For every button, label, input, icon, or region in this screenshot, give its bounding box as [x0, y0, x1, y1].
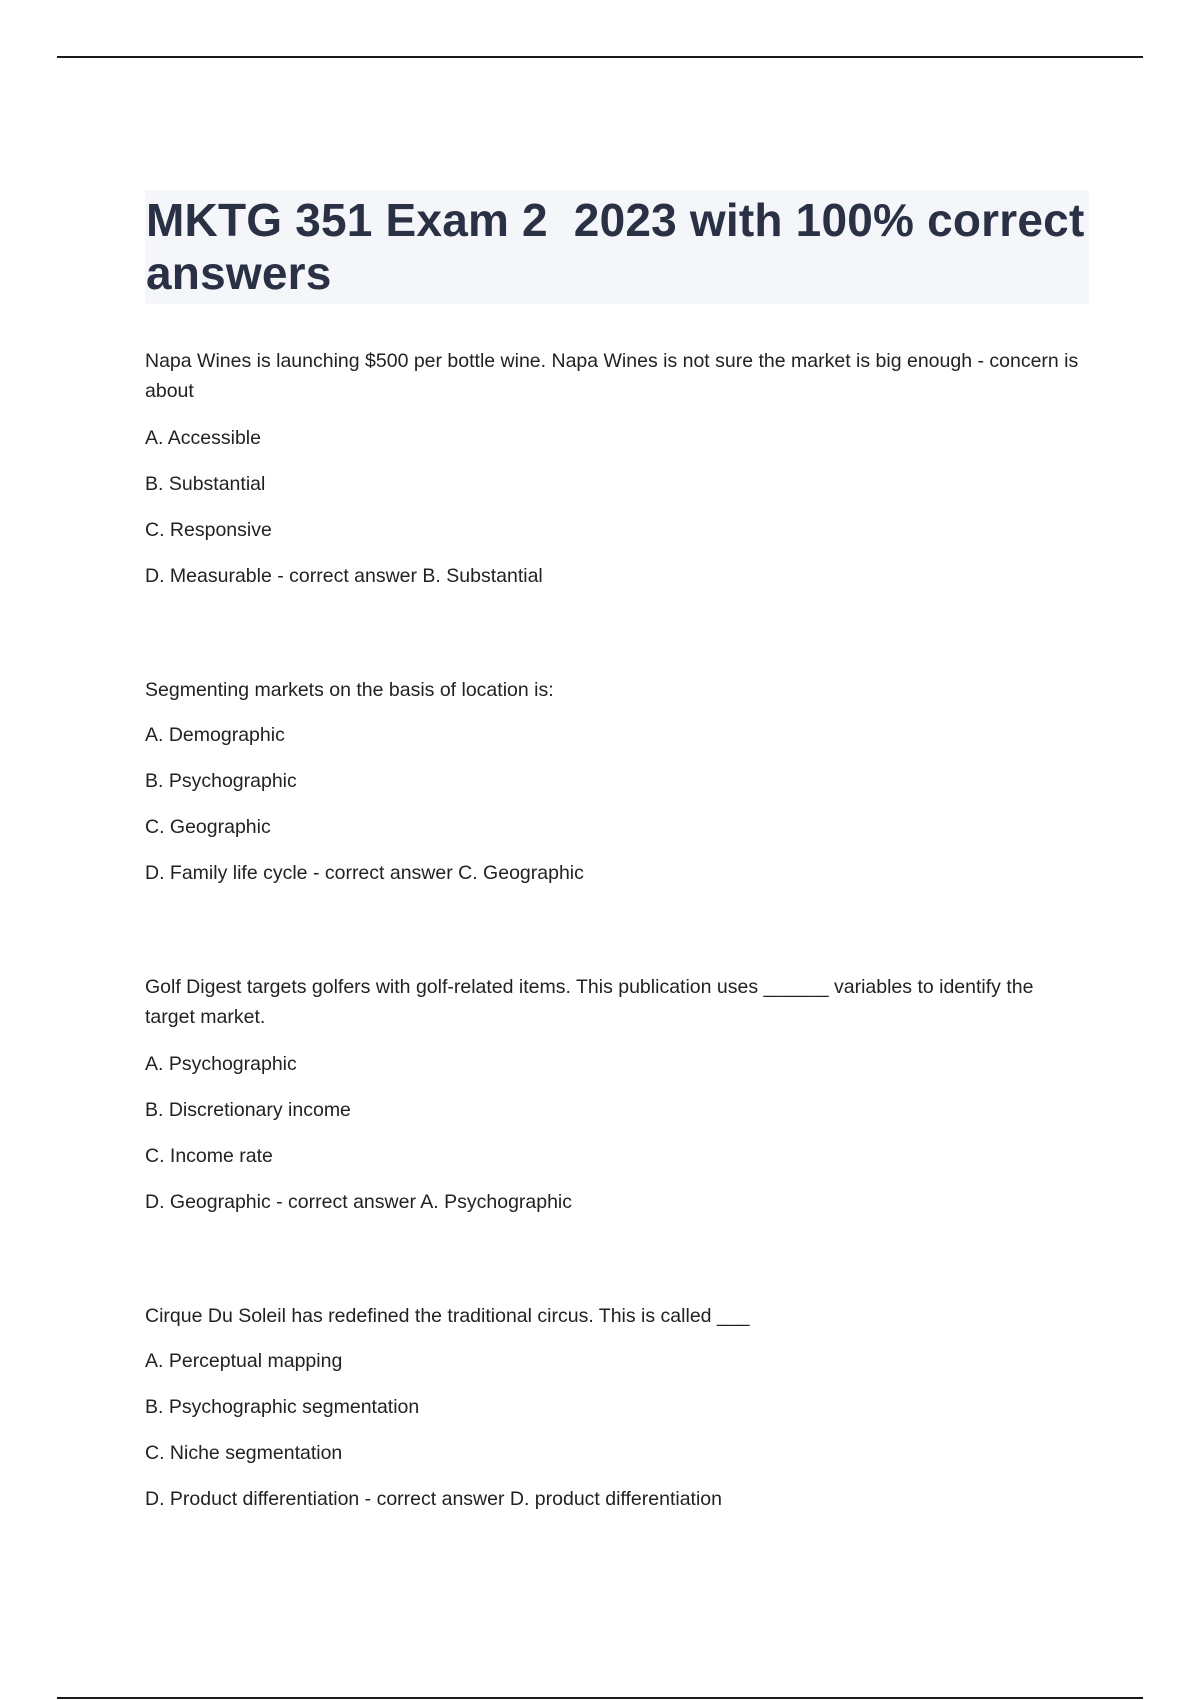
answer-option: C. Geographic	[145, 816, 271, 838]
title-banner	[145, 190, 1098, 304]
answer-option: A. Perceptual mapping	[145, 1350, 343, 1372]
document-title: MKTG 351 Exam 2 2023 with 100% correct answers	[146, 194, 1098, 299]
question-text: Golf Digest targets golfers with golf-related items. This publication uses ______ variables to identify the target market.	[145, 976, 1034, 1028]
question-list	[145, 346, 1085, 1598]
question-block	[145, 346, 1085, 591]
answer-option: B. Discretionary income	[145, 1099, 351, 1121]
answer-option-with-correct-answer: D. Geographic - correct answer A. Psychographic	[145, 1191, 573, 1213]
answer-option: C. Responsive	[145, 519, 272, 541]
question-text: Cirque Du Soleil has redefined the traditional circus. This is called ___	[145, 1305, 750, 1327]
answer-option: A. Psychographic	[145, 1053, 297, 1075]
bottom-rule	[57, 1697, 1143, 1699]
answer-option: A. Accessible	[145, 427, 261, 449]
answer-option-with-correct-answer: D. Measurable - correct answer B. Substantial	[145, 565, 543, 587]
question-text: Segmenting markets on the basis of location is:	[145, 679, 554, 701]
question-block	[145, 972, 1085, 1217]
answer-option-with-correct-answer: D. Family life cycle - correct answer C. Geographic	[145, 862, 584, 884]
answer-option: B. Psychographic segmentation	[145, 1396, 420, 1418]
answer-option: B. Psychographic	[145, 770, 297, 792]
answer-option: B. Substantial	[145, 473, 266, 495]
answer-option: C. Income rate	[145, 1145, 273, 1167]
answer-option: C. Niche segmentation	[145, 1442, 343, 1464]
question-text: Napa Wines is launching $500 per bottle wine. Napa Wines is not sure the market is big enough - concern is about	[145, 350, 1079, 402]
top-rule	[57, 56, 1143, 58]
question-block	[145, 1301, 1085, 1514]
answer-option-with-correct-answer: D. Product differentiation - correct answer D. product differentiation	[145, 1488, 722, 1510]
answer-option: A. Demographic	[145, 724, 285, 746]
question-block	[145, 675, 1085, 888]
